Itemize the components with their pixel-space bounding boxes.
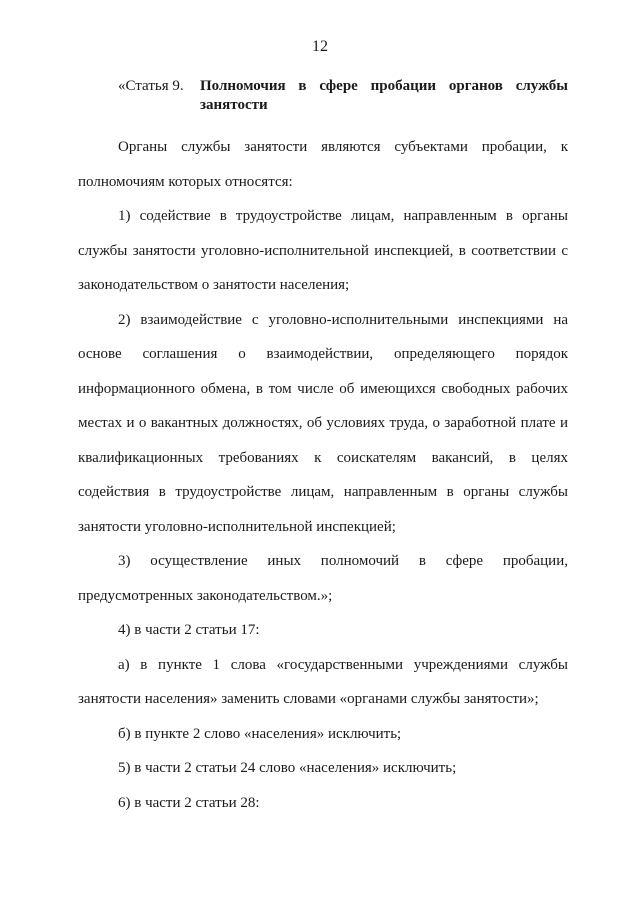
paragraph-item-3: 3) осуществление иных полномочий в сфере пробации, предусмотренных законодательством.»; — [78, 553, 568, 604]
paragraph-intro: Органы службы занятости являются субъектами пробации, к полномочиям которых относятся: — [78, 139, 568, 190]
page-number: 12 — [312, 38, 328, 55]
paragraph-item-6: 6) в части 2 статьи 28: — [118, 794, 260, 811]
document-body — [78, 130, 568, 820]
paragraph-item-5: 5) в части 2 статьи 24 слово «населения» исключить; — [118, 760, 457, 776]
article-title: Полномочия в сфере пробации органов службы занятости — [200, 78, 568, 113]
paragraph-item-4a: а) в пункте 1 слова «государственными учреждениями службы занятости населения» заменить словами «органами службы занятости»; — [78, 656, 568, 707]
paragraph-item-1: 1) содействие в трудоустройстве лицам, направленным в органы службы занятости уголовно-исполнительной инспекцией, в соответствии с законодательством о занятости населения; — [78, 208, 568, 293]
paragraph-item-4: 4) в части 2 статьи 17: — [118, 622, 260, 638]
paragraph-item-4b: б) в пункте 2 слово «населения» исключить; — [118, 725, 402, 742]
article-label: «Статья 9. — [118, 78, 184, 94]
paragraph-item-2: 2) взаимодействие с уголовно-исполнительными инспекциями на основе соглашения о взаимодействии, определяющего порядок информационного обмена, в том числе об имеющихся свободных рабочих местах и о вакантных должностях, об условиях труда, о заработной плате и квалификационных требованиях к соискателям вакансий, в целях содействия в трудоустройстве лицам, направленным в органы службы занятости уголовно-исполнительной инспекцией; — [78, 311, 568, 535]
